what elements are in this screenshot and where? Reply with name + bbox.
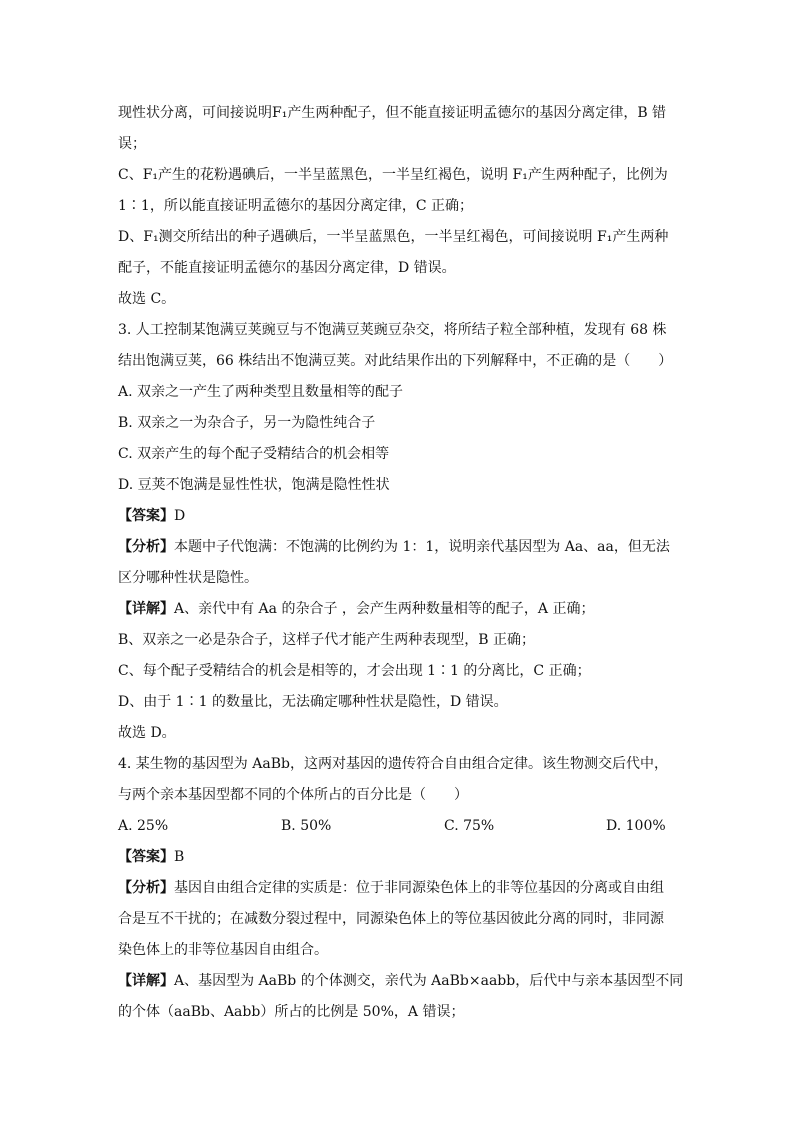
line-text: D. 豆荚不饱满是显性性状，饱满是隐性性状 [118, 477, 390, 493]
text-line [118, 165, 678, 185]
line-text: A、亲代中有 Aa 的杂合子 ，会产生两种数量相等的配子，A 正确； [174, 601, 595, 617]
line-text: 1∶1，所以能直接证明孟德尔的基因分离定律，C 正确； [118, 198, 473, 214]
option-b: B. 50% [281, 818, 332, 834]
option-c: C. 75% [444, 818, 495, 834]
line-text: B、双亲之一必是杂合子，这样子代才能产生两种表现型，B 正确； [118, 632, 536, 648]
line-text: 故选 C。 [118, 291, 176, 307]
answer-value: D [174, 508, 186, 524]
line-text: 3. 人工控制某饱满豆荚豌豆与不饱满豆荚豌豆杂交，将所结子粒全部种植，发现有 68 株 [118, 322, 667, 338]
text-line [118, 692, 678, 712]
explanation-line [118, 599, 678, 619]
text-line [118, 1002, 678, 1022]
line-text: B. 双亲之一为杂合子，另一为隐性纯合子 [118, 415, 376, 431]
analysis-line [118, 878, 678, 898]
answer-label: 【答案】 [118, 508, 174, 524]
line-text: C、每个配子受精结合的机会是相等的，才会出现 1∶1 的分离比，C 正确； [118, 663, 591, 679]
option-d [118, 475, 678, 495]
answer-value: B [174, 849, 185, 865]
line-text: C、F₁产生的花粉遇碘后，一半呈蓝黑色，一半呈红褐色，说明 F₁产生两种配子，比例为 [118, 167, 668, 183]
line-text: 误； [118, 136, 146, 152]
line-text: 4. 某生物的基因型为 AaBb，这两对基因的遗传符合自由组合定律。该生物测交后代中， [118, 756, 668, 772]
question-3-stem [118, 320, 678, 340]
text-line [118, 661, 678, 681]
option-a: A. 25% [118, 818, 169, 834]
text-line [118, 227, 678, 247]
line-text: 的个体（aaBb、Aabb）所占的比例是 50%，A 错误； [118, 1004, 465, 1020]
option-d: D. 100% [606, 818, 666, 834]
line-text: 本题中子代饱满：不饱满的比例约为 1：1，说明亲代基因型为 Aa、aa，但无法 [174, 539, 670, 555]
line-text: 现性状分离，可间接说明F₁产生两种配子，但不能直接证明孟德尔的基因分离定律，B 错 [118, 105, 667, 121]
text-line [118, 568, 678, 588]
line-text: A、基因型为 AaBb 的个体测交，亲代为 AaBb×aabb，后代中与亲本基因型不同 [174, 973, 684, 989]
text-line [118, 103, 678, 123]
line-text: 区分哪种性状是隐性。 [118, 570, 258, 586]
option-a [118, 382, 678, 402]
line-text: D、F₁测交所结出的种子遇碘后，一半呈蓝黑色，一半呈红褐色，可间接说明 F₁产生两种 [118, 229, 669, 245]
line-text: A. 双亲之一产生了两种类型且数量相等的配子 [118, 384, 404, 400]
question-4-stem [118, 785, 678, 805]
line-text: 故选 D。 [118, 725, 176, 741]
text-line [118, 940, 678, 960]
line-text: 与两个亲本基因型都不同的个体所占的百分比是（ ） [118, 787, 468, 803]
line-text: 结出饱满豆荚，66 株结出不饱满豆荚。对此结果作出的下列解释中，不正确的是（ ） [118, 353, 673, 369]
question-4-stem [118, 754, 678, 774]
answer-line [118, 506, 678, 526]
line-text: 基因自由组合定律的实质是：位于非同源染色体上的非等位基因的分离或自由组 [174, 880, 664, 896]
explanation-line [118, 971, 684, 991]
text-line [118, 134, 678, 154]
question-3-stem [118, 351, 678, 371]
option-c [118, 444, 678, 464]
line-text: 配子，不能直接证明孟德尔的基因分离定律，D 错误。 [118, 260, 456, 276]
analysis-label: 【分析】 [118, 880, 174, 896]
explanation-label: 【详解】 [118, 601, 174, 617]
option-b [118, 413, 678, 433]
line-text: D、由于 1∶1 的数量比，无法确定哪种性状是隐性，D 错误。 [118, 694, 508, 710]
text-line [118, 630, 678, 650]
analysis-label: 【分析】 [118, 539, 174, 555]
answer-line [118, 847, 678, 867]
line-text: 合是互不干扰的；在减数分裂过程中，同源染色体上的等位基因彼此分离的同时，非同源 [118, 911, 664, 927]
text-line [118, 258, 678, 278]
explanation-label: 【详解】 [118, 973, 174, 989]
line-text: 染色体上的非等位基因自由组合。 [118, 942, 328, 958]
text-line [118, 909, 678, 929]
text-line [118, 723, 678, 743]
text-line [118, 289, 678, 309]
analysis-line [118, 537, 678, 557]
line-text: C. 双亲产生的每个配子受精结合的机会相等 [118, 446, 390, 462]
text-line [118, 196, 678, 216]
answer-label: 【答案】 [118, 849, 174, 865]
